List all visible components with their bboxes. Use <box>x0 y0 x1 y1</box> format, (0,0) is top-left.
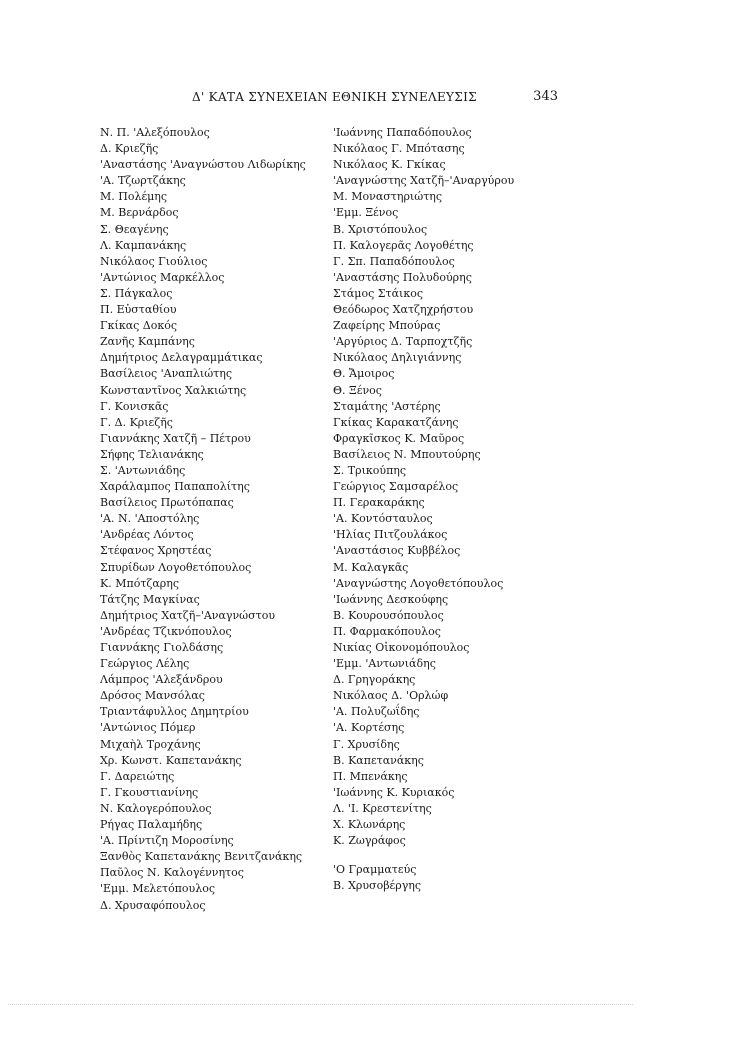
member-name: Κ. Μπότζαρης <box>100 576 180 590</box>
member-name: Χ. Κλωνάρης <box>333 818 406 832</box>
member-name: Δημήτριος Χατζῆ–'Αναγνώστου <box>100 608 276 622</box>
member-name: 'Εμμ. 'Αντωνιάδης <box>333 657 436 671</box>
member-name: Ζανῆς Καμπάνης <box>100 335 195 349</box>
member-name: Γκίκας Καρακατζάνης <box>333 415 459 429</box>
member-name: Γιαννάκης Χατζῆ – Πέτρου <box>100 431 251 445</box>
member-name: Φραγκῖσκος Κ. Μαῦρος <box>333 431 465 445</box>
member-name: Γ. Δαρειώτης <box>100 769 175 783</box>
member-name: Βασίλειος Ν. Μπουτούρης <box>333 447 481 461</box>
member-name: 'Α. Πρίντιζη Μοροσίνης <box>100 834 234 848</box>
member-name: 'Αναστάσης 'Αναγνώστου Λιδωρίκης <box>100 158 306 172</box>
member-name: 'Αναστάσης Πολυδούρης <box>333 270 472 284</box>
member-name: Θεόδωρος Χατζηχρήστου <box>333 303 474 317</box>
member-name: 'Ηλίας Πιτζουλάκος <box>333 528 448 542</box>
member-name: Β. Καπετανάκης <box>333 753 424 767</box>
member-name: Θ. Ξένος <box>333 383 382 397</box>
member-name: 'Ιωάννης Δεσκούφης <box>333 592 449 606</box>
member-name: Δ. Κριεζῆς <box>100 142 159 156</box>
member-name: Νικίας Οἰκονομόπουλος <box>333 641 470 654</box>
member-name: 'Αναστάσιος Κυββέλος <box>333 544 461 558</box>
member-name: Δ. Χρυσαφόπουλος <box>100 898 206 912</box>
member-name: 'Εμμ. Μελετόπουλος <box>100 882 215 896</box>
right-name-column <box>333 125 553 849</box>
running-title: Δ' ΚΑΤΑ ΣΥΝΕΧΕΙΑΝ ΕΘΝΙΚΗ ΣΥΝΕΛΕΥΣΙΣ <box>192 90 477 104</box>
member-name: Π. Μπενάκης <box>333 769 408 783</box>
member-name: Σ. Θεαγένης <box>100 222 169 236</box>
member-name: Μ. Πολέμης <box>100 190 168 204</box>
member-name: Μ. Βερνάρδος <box>100 206 179 220</box>
member-name: Γκίκας Δοκός <box>100 319 178 333</box>
member-name: Λάμπρος 'Αλεξάνδρου <box>100 673 223 687</box>
member-name: 'Εμμ. Ξένος <box>333 206 399 220</box>
member-name: 'Ιωάννης Κ. Κυριακός <box>333 785 455 799</box>
member-name: Νικόλαος Γ. Μπότασης <box>333 142 465 156</box>
member-name: Νικόλαος Δ. 'Ορλώφ <box>333 689 449 703</box>
member-name: Π. Γερακαράκης <box>333 496 425 510</box>
member-name: 'Α. Κοντόσταυλος <box>333 512 433 526</box>
member-name: Π. Φαρμακόπουλος <box>333 624 441 638</box>
member-name: Γ. Χρυσίδης <box>333 737 400 751</box>
member-name: Μ. Καλαγκᾶς <box>333 560 409 574</box>
member-name: Σπυρίδων Λογοθετόπουλος <box>100 560 252 574</box>
member-name: 'Ιωάννης Παπαδόπουλος <box>333 126 472 139</box>
member-name: Β. Κουρουσόπουλος <box>333 608 444 622</box>
member-name: Χαράλαμπος Παπαπολίτης <box>100 480 250 494</box>
member-name: Νικόλαος Δηλιγιάννης <box>333 351 462 365</box>
member-name: 'Αναγνώστης Χατζῆ–'Αναργύρου <box>333 174 515 188</box>
member-name: 'Α. Πολυζωΐδης <box>333 705 420 719</box>
member-name: Λ. Καμπανάκης <box>100 238 187 252</box>
left-name-column <box>100 125 315 914</box>
member-name: Σταμάτης 'Αστέρης <box>333 399 441 413</box>
member-name: Νικόλαος Κ. Γκίκας <box>333 158 446 172</box>
member-name: Μιχαὴλ Τροχάνης <box>100 737 201 751</box>
member-name: Γ. Κονισκᾶς <box>100 399 169 413</box>
page-number: 343 <box>533 89 558 104</box>
member-name: Γεώργιος Σαμσαρέλος <box>333 480 459 494</box>
secretary-name: Β. Χρυσοβέργης <box>333 879 422 893</box>
member-name: Παῦλος Ν. Καλογέννητος <box>100 866 244 880</box>
member-name: 'Αναγνώστης Λογοθετόπουλος <box>333 576 504 590</box>
member-name: Π. Καλογερᾶς Λογοθέτης <box>333 238 474 252</box>
member-name: Δημήτριος Δελαγραμμάτικας <box>100 351 263 365</box>
member-name: 'Αντώνιος Μαρκέλλος <box>100 270 225 284</box>
member-name: Γιαννάκης Γιολδάσης <box>100 641 224 654</box>
member-name: Γεώργιος Λέλης <box>100 657 190 671</box>
member-name: Β. Χριστόπουλος <box>333 222 428 236</box>
member-name: Ν. Π. 'Αλεξόπουλος <box>100 126 210 139</box>
member-name: 'Α. Τζωρτζάκης <box>100 174 186 188</box>
member-name: Μ. Μοναστηριώτης <box>333 190 443 204</box>
secretary-title: 'Ο Γραμματεύς <box>333 863 417 876</box>
page-header <box>96 90 558 110</box>
member-name: Θ. Ἄμοιρος <box>333 367 395 381</box>
member-name: Δρόσος Μανσόλας <box>100 689 205 703</box>
member-name: Κ. Ζωγράφος <box>333 834 406 848</box>
member-name: Σ. Πάγκαλος <box>100 286 173 300</box>
member-name: 'Ανδρέας Τζικνόπουλος <box>100 624 232 638</box>
member-name: Π. Εὐσταθίου <box>100 303 177 317</box>
member-name: Τάτζης Μαγκίνας <box>100 592 200 606</box>
member-name: Γ. Σπ. Παπαδόπουλος <box>333 254 455 268</box>
member-name: Ρήγας Παλαμήδης <box>100 818 203 832</box>
member-name: Ζαφείρης Μπούρας <box>333 319 441 333</box>
member-name: 'Α. Ν. 'Αποστόλης <box>100 512 200 526</box>
member-name: Βασίλειος Πρωτόπαπας <box>100 496 234 510</box>
bottom-divider <box>8 1004 633 1005</box>
member-name: 'Αργύριος Δ. Ταρποχτζῆς <box>333 335 473 349</box>
member-name: Τριαντάφυλλος Δημητρίου <box>100 705 249 719</box>
member-name: Νικόλαος Γιούλιος <box>100 254 208 268</box>
member-name: Κωνσταντῖνος Χαλκιώτης <box>100 383 247 397</box>
member-name: Στάμος Στάικος <box>333 286 423 300</box>
member-name: Στέφανος Χρηστέας <box>100 544 212 558</box>
member-name: Γ. Γκουστιανίνης <box>100 785 199 799</box>
member-name: Σήφης Τελιανάκης <box>100 447 204 461</box>
member-name: Σ. 'Αντωνιάδης <box>100 463 186 477</box>
member-name: 'Α. Κορτέσης <box>333 721 405 735</box>
member-name: Ξανθὸς Καπετανάκης Βενιτζανάκης <box>100 850 303 864</box>
member-name: Σ. Τρικούπης <box>333 463 407 477</box>
member-name: Λ. 'Ι. Κρεστενίτης <box>333 801 432 815</box>
member-name: Γ. Δ. Κριεζῆς <box>100 415 173 429</box>
member-name: 'Ανδρέας Λόντος <box>100 528 194 542</box>
signature-block <box>333 862 533 894</box>
member-name: Ν. Καλογερόπουλος <box>100 801 212 815</box>
member-name: 'Αντώνιος Πόμερ <box>100 721 196 735</box>
member-name: Βασίλειος 'Αναπλιώτης <box>100 367 232 381</box>
member-name: Δ. Γρηγοράκης <box>333 673 416 687</box>
member-name: Χρ. Κωνστ. Καπετανάκης <box>100 753 242 767</box>
